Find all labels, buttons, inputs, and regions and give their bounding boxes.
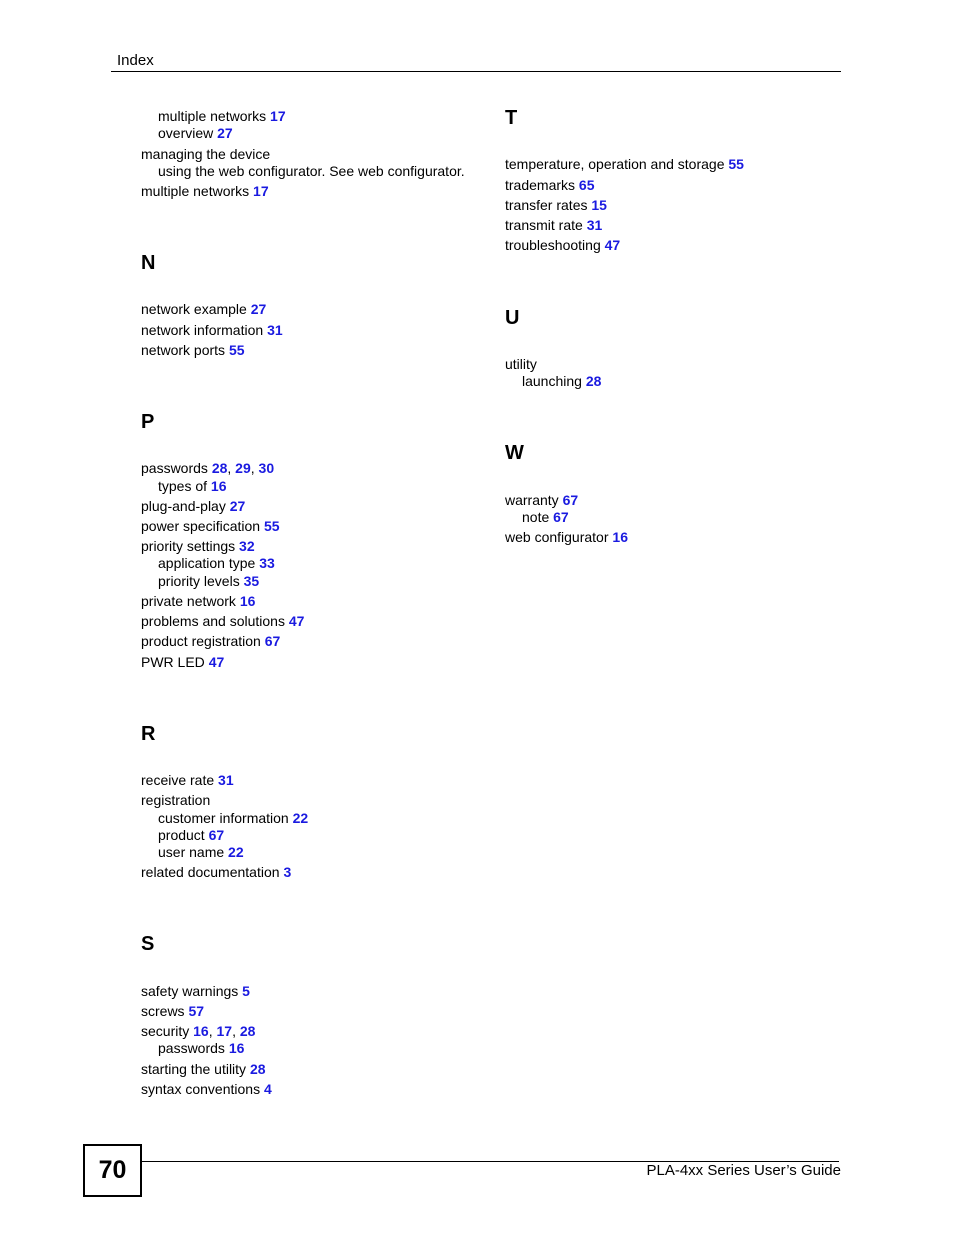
ref-separator: ,	[208, 1023, 217, 1039]
page-ref-link[interactable]: 27	[217, 125, 233, 141]
guide-title: PLA-4xx Series User’s Guide	[646, 1162, 841, 1179]
page-ref-link[interactable]: 33	[259, 555, 275, 571]
page-ref-link[interactable]: 67	[562, 492, 579, 508]
page-ref-link[interactable]: 47	[208, 654, 225, 670]
page-ref-link[interactable]: 27	[229, 498, 246, 514]
index-entry	[141, 538, 255, 555]
index-subentry	[158, 555, 275, 572]
index-term: syntax conventions	[141, 1081, 264, 1097]
index-section-letter: P	[141, 411, 155, 433]
running-header: Index	[117, 52, 154, 69]
index-entry	[505, 356, 537, 373]
index-term: managing the device	[141, 146, 271, 162]
index-term: network information	[141, 322, 268, 338]
page-ref-link[interactable]: 65	[578, 177, 595, 193]
page-ref-link[interactable]: 3	[283, 864, 292, 880]
index-term: passwords	[141, 460, 212, 476]
index-term: private network	[141, 593, 240, 609]
index-entry	[141, 772, 234, 789]
index-subentry	[158, 844, 244, 861]
index-entry	[141, 301, 266, 318]
index-entry	[141, 1023, 255, 1040]
index-term: transmit rate	[505, 217, 587, 233]
index-term: priority levels	[158, 573, 244, 589]
index-subentry	[158, 573, 259, 590]
page-ref-link[interactable]: 67	[553, 509, 569, 525]
page-ref-link[interactable]: 16	[612, 529, 628, 545]
index-section-letter: N	[141, 252, 156, 274]
page-ref-link[interactable]: 15	[591, 197, 607, 213]
index-entry	[141, 593, 255, 610]
index-entry	[505, 197, 607, 214]
index-entry	[505, 217, 602, 234]
page-ref-link[interactable]: 22	[292, 810, 309, 826]
index-term: launching	[522, 373, 586, 389]
index-entry	[141, 322, 283, 339]
page-ref-link[interactable]: 57	[188, 1003, 205, 1019]
index-subentry	[158, 1040, 244, 1057]
page-ref-link[interactable]: 16	[210, 478, 227, 494]
index-entry	[141, 342, 245, 359]
index-entry	[141, 864, 291, 881]
page-ref-link[interactable]: 17	[253, 183, 269, 199]
index-section-letter: U	[505, 307, 520, 329]
page-ref-link[interactable]: 16	[239, 593, 256, 609]
page-ref-link[interactable]: 17	[270, 108, 286, 124]
page-ref-link[interactable]: 28	[211, 460, 228, 476]
index-entry	[141, 613, 304, 630]
index-entry	[141, 983, 250, 1000]
index-term: PWR LED	[141, 654, 209, 670]
index-term: starting the utility	[141, 1061, 250, 1077]
page-ref-link[interactable]: 5	[242, 983, 250, 999]
index-subentry	[522, 509, 569, 526]
index-subentry	[158, 125, 233, 142]
page-ref-link[interactable]: 17	[216, 1023, 233, 1039]
index-section-letter: R	[141, 723, 156, 745]
index-subentry	[522, 373, 601, 390]
index-term: multiple networks	[141, 183, 254, 199]
index-term: registration	[141, 792, 211, 808]
page-ref-link[interactable]: 16	[193, 1023, 209, 1039]
index-term: web configurator	[505, 529, 613, 545]
index-term: application type	[158, 555, 260, 571]
page-ref-link[interactable]: 55	[728, 156, 744, 172]
page-ref-link[interactable]: 31	[218, 772, 234, 788]
index-term: trademarks	[505, 177, 579, 193]
index-entry	[141, 1003, 204, 1020]
page-ref-link[interactable]: 35	[243, 573, 260, 589]
ref-separator: ,	[232, 1023, 240, 1039]
index-term: using the web configurator. See web configurator.	[158, 163, 465, 179]
index-section-letter: S	[141, 933, 155, 955]
page-ref-link[interactable]: 47	[604, 237, 621, 253]
index-entry	[141, 1081, 272, 1098]
index-term: transfer rates	[505, 197, 592, 213]
index-term: related documentation	[141, 864, 284, 880]
index-term: plug-and-play	[141, 498, 230, 514]
index-term: network example	[141, 301, 251, 317]
index-subentry	[158, 108, 286, 125]
index-entry	[141, 633, 280, 650]
page-ref-link[interactable]: 22	[228, 844, 244, 860]
page-ref-link[interactable]: 31	[586, 217, 603, 233]
page-ref-link[interactable]: 67	[264, 633, 281, 649]
index-entry	[505, 156, 744, 173]
ref-separator: ,	[250, 460, 259, 476]
page-ref-link[interactable]: 28	[249, 1061, 266, 1077]
page-ref-link[interactable]: 55	[228, 342, 245, 358]
index-term: screws	[141, 1003, 189, 1019]
index-term: safety warnings	[141, 983, 243, 999]
index-term: utility	[505, 356, 537, 372]
index-subentry	[158, 827, 224, 844]
index-term: receive rate	[141, 772, 219, 788]
index-term: customer information	[158, 810, 293, 826]
index-entry	[141, 792, 210, 809]
index-entry	[141, 460, 274, 477]
page-ref-link[interactable]: 67	[208, 827, 225, 843]
index-term: priority settings	[141, 538, 240, 554]
page-ref-link[interactable]: 16	[228, 1040, 245, 1056]
index-term: warranty	[505, 492, 563, 508]
page-ref-link[interactable]: 55	[263, 518, 280, 534]
index-entry	[141, 1061, 266, 1078]
index-term: temperature, operation and storage	[505, 156, 729, 172]
index-term: passwords	[158, 1040, 229, 1056]
index-section-letter: T	[505, 107, 518, 129]
index-entry	[505, 529, 628, 546]
index-section-letter: W	[505, 442, 524, 464]
page-ref-link[interactable]: 4	[263, 1081, 272, 1097]
page-ref-link[interactable]: 30	[258, 460, 275, 476]
index-term: note	[522, 509, 554, 525]
page-ref-link[interactable]: 28	[585, 373, 602, 389]
page-ref-link[interactable]: 47	[288, 613, 305, 629]
page-number: 70	[83, 1144, 142, 1197]
index-term: overview	[158, 125, 218, 141]
index-term: user name	[158, 844, 229, 860]
index-term: network ports	[141, 342, 229, 358]
index-entry	[505, 492, 578, 509]
index-term: security	[141, 1023, 194, 1039]
page-ref-link[interactable]: 28	[239, 1023, 256, 1039]
index-entry	[505, 177, 595, 194]
index-term: power specification	[141, 518, 264, 534]
index-subentry	[158, 163, 465, 180]
header-rule	[111, 71, 841, 72]
page-ref-link[interactable]: 31	[267, 322, 283, 338]
page-ref-link[interactable]: 27	[250, 301, 267, 317]
index-entry	[141, 146, 270, 163]
index-entry	[141, 183, 269, 200]
page-ref-link[interactable]: 29	[235, 460, 251, 476]
index-term: troubleshooting	[505, 237, 605, 253]
page-ref-link[interactable]: 32	[239, 538, 255, 554]
index-entry	[141, 518, 280, 535]
index-term: product registration	[141, 633, 265, 649]
index-entry	[141, 654, 224, 671]
index-term: product	[158, 827, 209, 843]
index-term: types of	[158, 478, 211, 494]
index-subentry	[158, 478, 227, 495]
index-entry	[141, 498, 245, 515]
index-subentry	[158, 810, 308, 827]
index-term: problems and solutions	[141, 613, 289, 629]
ref-separator: ,	[227, 460, 236, 476]
index-entry	[505, 237, 620, 254]
index-term: multiple networks	[158, 108, 271, 124]
